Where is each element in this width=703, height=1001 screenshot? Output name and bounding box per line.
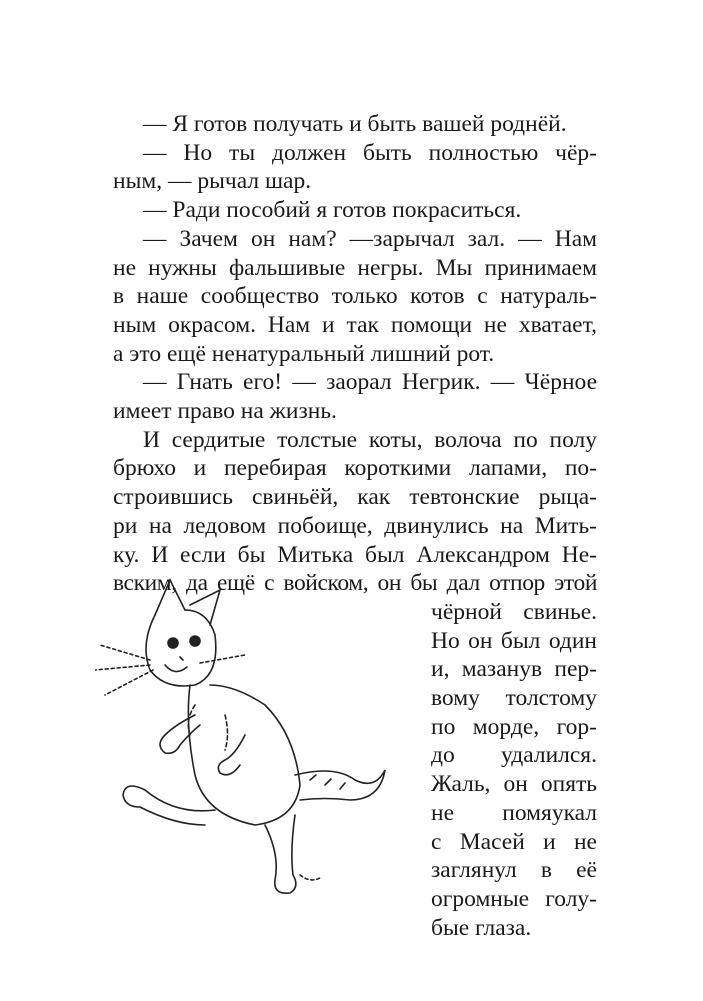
column-line: вому толстому (431, 685, 597, 711)
text-line: в наше сообщество только котов с натураль- (113, 283, 597, 310)
text-line: ным, — рычал шар. (113, 168, 312, 195)
column-line: огромные голу- (431, 885, 597, 912)
text-line: — Зачем он нам? —зарычал зал. — Нам (143, 225, 597, 252)
text-line: — Ради пособий я готов покраситься. (143, 197, 522, 224)
running-cat-illustration (95, 575, 395, 905)
text-line: вским, да ещё с войском, он бы дал отпор этой (113, 570, 597, 597)
column-line: Жаль, он опять (431, 771, 597, 798)
text-line: ку. И если бы Митька был Александром Не- (113, 541, 597, 568)
column-line: не помяукал (431, 799, 597, 826)
text-line: — Я готов получать и быть вашей роднёй. (143, 111, 567, 137)
text-line: строившись свиньёй, как тевтонские рыца- (113, 484, 597, 511)
column-line: бые глаза. (431, 914, 532, 941)
text-line: — Гнать его! — заорал Негрик. — Чёрное (143, 369, 597, 396)
text-line: ри на ледовом побоище, двинулись на Мить- (113, 512, 597, 539)
text-line: брюхо и перебирая короткими лапами, по- (113, 455, 597, 482)
text-line: — Но ты должен быть полностью чёр- (143, 139, 597, 166)
text-line: ным окрасом. Нам и так помощи не хватает, (113, 311, 597, 338)
column-line: по морде, гор- (431, 713, 597, 740)
column-line: до удалился. (431, 742, 597, 769)
column-line: и, мазанув пер- (431, 656, 597, 683)
column-line: заглянул в её (431, 857, 597, 884)
text-line: имеет право на жизнь. (113, 398, 337, 424)
column-line: чёрной свинье. (431, 598, 597, 625)
column-line: с Масей и не (431, 828, 597, 855)
column-line: Но он был один (431, 627, 597, 654)
text-line: И сердитые толстые коты, волоча по полу (143, 426, 597, 453)
text-line: не нужны фальшивые негры. Мы принимаем (113, 254, 597, 281)
text-line: а это ещё ненатуральный лишний рот. (113, 340, 495, 367)
